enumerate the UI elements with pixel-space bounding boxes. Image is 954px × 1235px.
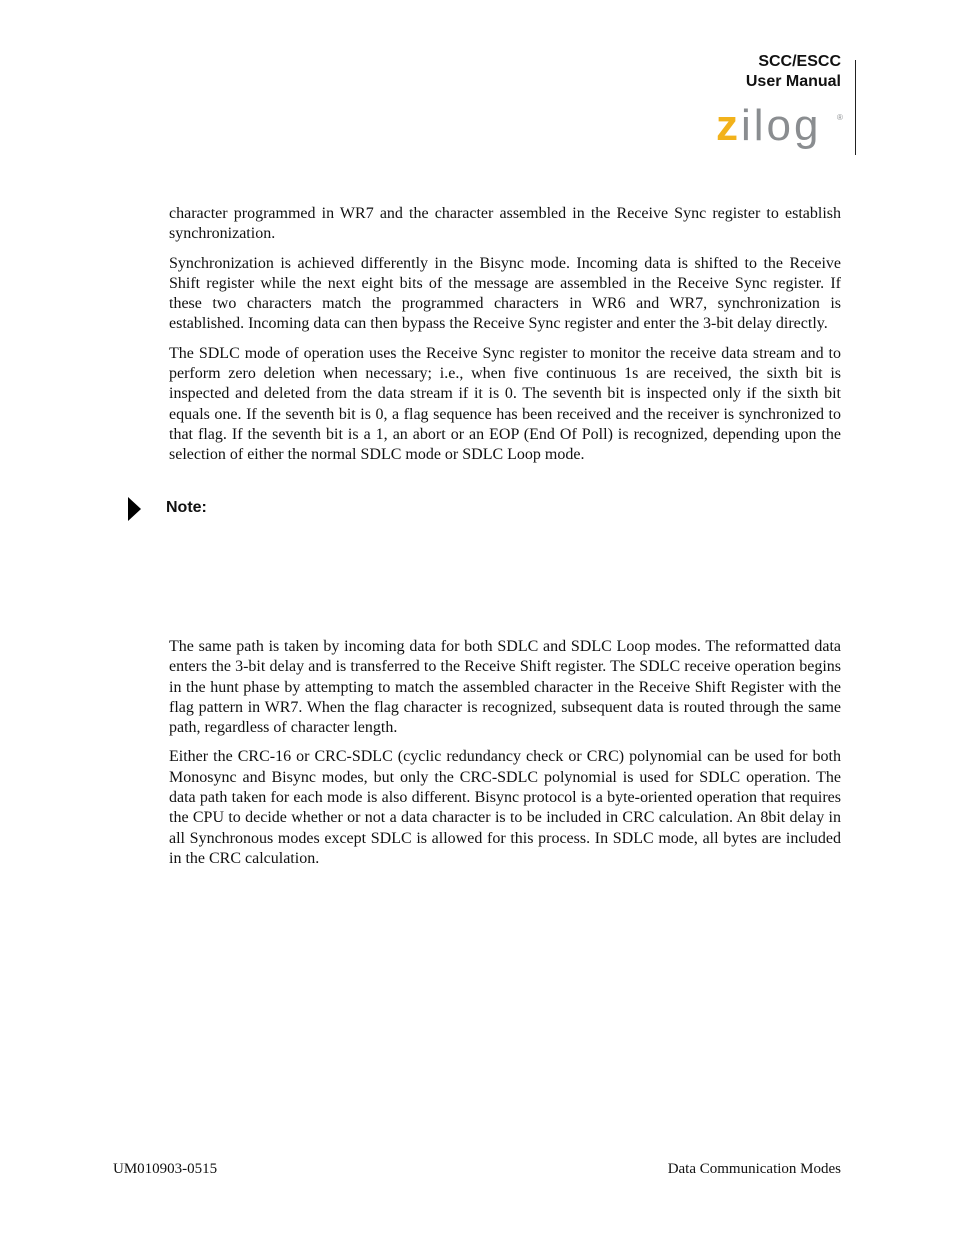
main-content-top [169, 204, 841, 475]
header-title-line1: SCC/ESCC [758, 53, 841, 70]
paragraph: character programmed in WR7 and the character assembled in the Receive Sync register to establish synchronization. [169, 205, 841, 243]
zilog-logo-z: z [716, 108, 741, 150]
main-content-bottom [169, 637, 841, 878]
zilog-logo [716, 108, 846, 158]
header-divider [855, 60, 856, 155]
footer-doc-number: UM010903-0515 [113, 1161, 218, 1177]
paragraph: Either the CRC-16 or CRC-SDLC (cyclic redundancy check or CRC) polynomial can be used for both Monosync and Bisync modes, but only the CRC-SDLC polynomial is used for SDLC operation. The data path taken for each mode is also different. Bisync protocol is a byte-oriented operation that requires the CPU to decide whether or not a data character is to be included in CRC calculation. An 8bit delay in all Synchronous modes except SDLC is allowed for this process. In SDLC mode, all bytes are included in the CRC calculation. [169, 748, 841, 867]
note-arrow-icon [128, 497, 141, 521]
header-title [746, 52, 841, 92]
zilog-logo-text [716, 108, 822, 150]
registered-mark: ® [837, 113, 843, 122]
zilog-logo-ilog: ilog [741, 108, 822, 150]
paragraph: Synchronization is achieved differently in the Bisync mode. Incoming data is shifted to the Receive Shift register while the next eight bits of the message are assembled in the Receive Sync register. If these two characters match the programmed characters in WR6 and WR7, synchronization is established. Incoming data can then bypass the Receive Sync register and enter the 3-bit delay directly. [169, 254, 841, 333]
paragraph: The SDLC mode of operation uses the Receive Sync register to monitor the receive data stream and to perform zero deletion when necessary; i.e., when five continuous 1s are received, the sixth bit is inspected and deleted from the data stream if it is 0. The seventh bit is inspected only if the sixth bit equals one. If the seventh bit is 0, a flag sequence has been received and the receiver is synchronized to that flag. If the seventh bit is a 1, an abort or an EOP (End Of Poll) is recognized, depending upon the selection of either the normal SDLC mode or SDLC Loop mode. [169, 344, 841, 464]
header-title-line2: User Manual [745, 73, 841, 90]
paragraph: The same path is taken by incoming data for both SDLC and SDLC Loop modes. The reformatted data enters the 3-bit delay and is transferred to the Receive Shift register. The SDLC receive operation begins in the hunt phase by attempting to match the assembled character in the Receive Shift Register with the flag pattern in WR7. When the flag character is recognized, subsequent data is routed through the same path, regardless of character length. [169, 638, 841, 737]
footer-section-title: Data Communication Modes [667, 1161, 841, 1177]
note-label: Note: [166, 499, 207, 516]
